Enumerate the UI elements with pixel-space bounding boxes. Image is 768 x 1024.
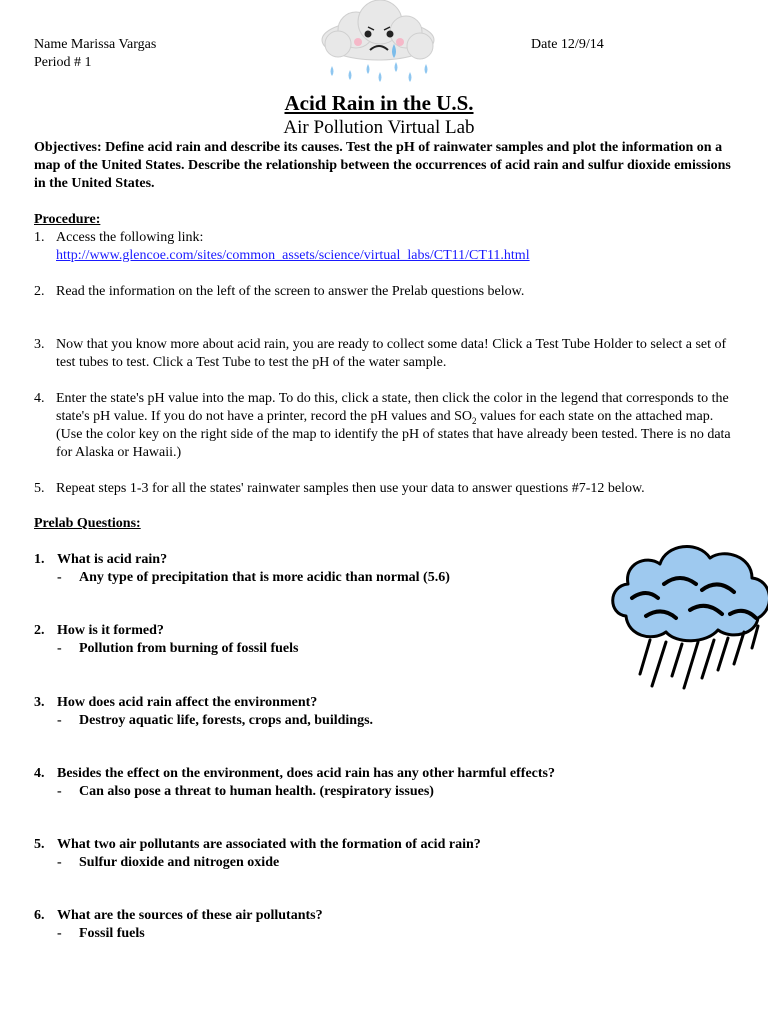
answer-text: Any type of precipitation that is more acidic than normal (5.6) — [79, 570, 450, 585]
prelab-question-1 — [34, 551, 594, 587]
date: Date 12/9/14 — [531, 37, 604, 52]
dash: - — [57, 855, 62, 870]
answer-text: Fossil fuels — [79, 926, 145, 941]
dash: - — [57, 713, 62, 728]
procedure-step-4 — [34, 390, 734, 462]
step-number: 3. — [34, 337, 45, 352]
prelab-question-4 — [34, 765, 654, 801]
subscript: 2 — [472, 415, 477, 426]
question-text: Besides the effect on the environment, does acid rain has any other harmful effects? — [57, 766, 555, 781]
answer — [57, 712, 594, 730]
step-text: Enter the state's pH value into the map. To do this, click a state, then click the color in the legend that corresponds to the state's pH value. If you do not have a printer, record the pH values and SO — [56, 391, 729, 424]
answer — [57, 854, 594, 872]
step-text: Now that you know more about acid rain, you are ready to collect some data! Click a Test Tube Holder to select a set of test tubes to test. Click a Test Tube to test the pH of the water sample. — [56, 337, 727, 370]
objectives: Objectives: Define acid rain and describe its causes. Test the pH of rainwater samples and plot the information on a map of the United States. Describe the relationship between the occurrences of acid rain and sulfur dioxide emissions in the United States. — [34, 140, 731, 191]
step-number: 2. — [34, 284, 45, 299]
question-text: What is acid rain? — [57, 552, 168, 567]
question-text: What two air pollutants are associated with the formation of acid rain? — [57, 837, 481, 852]
step-number: 5. — [34, 481, 45, 496]
answer-text: Sulfur dioxide and nitrogen oxide — [79, 855, 280, 870]
procedure-heading: Procedure: — [34, 212, 101, 227]
procedure-step-2 — [34, 283, 734, 301]
step-text-cont: values for each state on the attached map. (Use the color key on the right side of the map to identify the pH of states that have already been tested. There is no data for Alaska or Hawaii.) — [56, 409, 731, 460]
question-number: 5. — [34, 837, 45, 852]
step-number: 4. — [34, 391, 45, 406]
answer — [57, 925, 594, 943]
question-text: How is it formed? — [57, 623, 164, 638]
procedure-step-1 — [34, 229, 734, 265]
step-text: Read the information on the left of the screen to answer the Prelab questions below. — [56, 284, 525, 299]
dash: - — [57, 784, 62, 799]
question-number: 3. — [34, 695, 45, 710]
dash: - — [57, 570, 62, 585]
dash: - — [57, 641, 62, 656]
answer-text: Destroy aquatic life, forests, crops and, buildings. — [79, 713, 374, 728]
answer — [57, 783, 654, 801]
student-name: Name Marissa Vargas — [34, 37, 157, 52]
answer — [57, 640, 594, 658]
procedure-step-3 — [34, 336, 734, 372]
sad-cloud-icon — [316, 0, 440, 92]
prelab-heading: Prelab Questions: — [34, 516, 141, 531]
question-number: 2. — [34, 623, 45, 638]
step-number: 1. — [34, 230, 45, 245]
page-title: Acid Rain in the U.S. — [284, 91, 474, 115]
step-text: Repeat steps 1-3 for all the states' rainwater samples then use your data to answer questions #7-12 below. — [56, 481, 645, 496]
virtual-lab-link[interactable]: http://www.glencoe.com/sites/common_assets/science/virtual_labs/CT11/CT11.html — [56, 248, 530, 263]
prelab-question-3 — [34, 694, 594, 730]
question-number: 6. — [34, 908, 45, 923]
procedure-step-5 — [34, 480, 734, 498]
prelab-question-6 — [34, 907, 594, 943]
answer-text: Pollution from burning of fossil fuels — [79, 641, 299, 656]
dash: - — [57, 926, 62, 941]
prelab-question-2 — [34, 622, 594, 658]
answer — [57, 569, 594, 587]
rain-cloud-icon — [606, 536, 768, 692]
page-subtitle: Air Pollution Virtual Lab — [283, 117, 475, 138]
prelab-question-5 — [34, 836, 594, 872]
question-number: 1. — [34, 552, 45, 567]
question-text: What are the sources of these air pollutants? — [57, 908, 323, 923]
answer-text: Can also pose a threat to human health. (respiratory issues) — [79, 784, 434, 799]
question-number: 4. — [34, 766, 45, 781]
class-period: Period # 1 — [34, 55, 92, 70]
question-text: How does acid rain affect the environment? — [57, 695, 318, 710]
step-text: Access the following link: — [56, 230, 204, 245]
